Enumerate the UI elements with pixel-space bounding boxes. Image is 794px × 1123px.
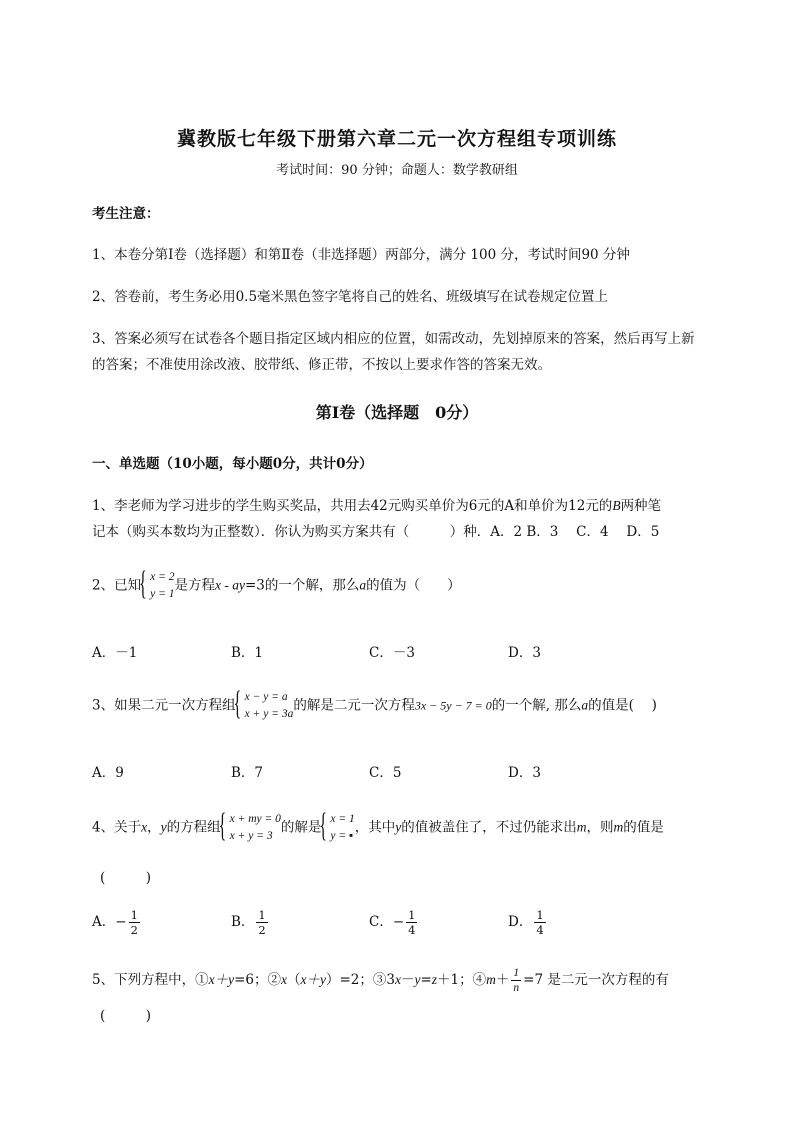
q5-eq-3-equals: = [420, 972, 432, 988]
q3-system-eq-2: x + y = 3a [244, 708, 294, 720]
q2-option-a: A．－1 [92, 645, 138, 661]
q3-system-eq-1: { x − y = a [244, 691, 288, 703]
question-3 [92, 689, 657, 723]
q1-text-e: 元的 [585, 498, 613, 514]
q4-solution-y-covered: y = ▪ [330, 830, 354, 842]
q4-option-d-fraction [534, 908, 545, 937]
q4-prefix: 4、关于 [92, 819, 142, 836]
q2-system-eq-1: { x = 2 [150, 571, 175, 583]
q2-equation: x - ay [214, 577, 245, 593]
q2-var-a: a [359, 577, 367, 593]
q4-answer-blank: ( ) [100, 870, 152, 886]
q5-eq-2-paren: （ [286, 972, 301, 988]
fraction-numerator: 1 [130, 908, 138, 922]
q4-mid-5: ，则 [586, 819, 614, 836]
notice-item-2: 2、答卷前，考生务必用0.5毫米黑色签字笔将自己的姓名、班级填写在试卷规定位置上 [92, 289, 609, 305]
q4-solution [321, 811, 354, 845]
q3-suffix: 的值是( ) [588, 697, 657, 714]
q2-mid: 是方程 [174, 577, 215, 594]
q1-text-f: 两种笔 [620, 498, 662, 514]
q3-option-d: D．3 [508, 765, 541, 781]
q4-var-y-2: y [395, 819, 402, 835]
notice-item-1: 1、本卷分第Ⅰ卷（选择题）和第Ⅱ卷（非选择题）两部分，满分 100 分，考试时间90 分钟 [92, 247, 630, 263]
q5-eq-1-tail: =6；② [234, 972, 281, 988]
q4-system [221, 811, 281, 845]
q4-suffix: 的值是 [623, 819, 664, 836]
fraction-denominator: 2 [258, 923, 266, 937]
q4-option-a-fraction [129, 908, 140, 937]
q2-mid-2: 的一个解，那么 [264, 577, 360, 594]
q4-solution-x: { x = 1 [330, 813, 355, 825]
fraction-numerator: 1 [513, 967, 520, 979]
q4-option-c-fraction [406, 908, 417, 937]
q2-system [141, 569, 174, 603]
notice-heading: 考生注意： [92, 206, 160, 222]
q4-mid-3: ，其中 [354, 819, 396, 836]
q5-eq-3-tail: ＋1；④ [437, 972, 487, 988]
q5-eq-4-m: m [486, 972, 496, 987]
q1-var-a: A [504, 498, 515, 514]
q3-mid-2: 的一个解, 那么 [491, 697, 582, 714]
q4-comma: ， [147, 819, 161, 836]
fraction-denominator: 4 [408, 923, 416, 937]
notice-item-3-cont: 的答案；不准使用涂改液、胶带纸、修正带，不按以上要求作答的答案无效。 [92, 357, 551, 373]
q1-num-42: 42 [370, 498, 388, 514]
question-1-line-2: 记本（购买本数均为正整数）．你认为购买方案共有（ ）种．A．2 B．3 C．4 D．5 [92, 524, 660, 540]
q2-option-c: C．－3 [369, 645, 415, 661]
q3-option-c: C．5 [369, 765, 402, 781]
q5-answer-blank: ( ) [100, 1008, 152, 1024]
question-1-line-1 [92, 494, 661, 514]
q2-system-eq-2: y = 1 [150, 588, 175, 600]
q4-option-a [92, 908, 142, 937]
q4-var-x: x [141, 819, 148, 835]
q4-var-y: y [160, 819, 167, 835]
part-heading: 一、单选题（10小题，每小题0分，共计0分） [92, 456, 373, 472]
q4-system-eq-2: x + y = 3 [229, 830, 273, 842]
q4-var-m: m [576, 819, 587, 835]
notice-item-3: 3、答案必须写在试卷各个题目指定区域内相应的位置，如需改动，先划掉原来的答案，然后再写上新 [92, 331, 695, 347]
q1-text-c: 元的 [477, 498, 505, 514]
q3-equation: 3x − 5y − 7 = 0 [414, 698, 492, 713]
fraction-denominator: 4 [536, 923, 544, 937]
q1-text-a: 1、李老师为学习进步的学生购买奖品，共用去 [92, 498, 371, 514]
q5-eq-2-x: x [280, 972, 287, 987]
q2-prefix: 2、已知 [92, 577, 142, 594]
q1-var-b: B [612, 498, 621, 513]
q3-system [236, 689, 294, 723]
exam-info: 考试时间：90 分钟；命题人：数学教研组 [276, 163, 518, 178]
q5-eq-1: x＋y [208, 972, 235, 987]
q3-option-b: B．7 [231, 765, 264, 781]
q5-prefix: 5、下列方程中，① [92, 972, 209, 988]
q4-option-a-label: A．− [92, 914, 127, 930]
q4-option-d-label: D． [508, 914, 533, 930]
question-5 [92, 966, 669, 995]
q3-var-a: a [581, 697, 589, 713]
q1-num-6: 6 [468, 498, 478, 514]
q4-mid: 的方程组 [166, 819, 221, 836]
fraction-numerator: 1 [408, 908, 416, 922]
q2-equation-tail: =3 [244, 577, 265, 594]
q2-option-b: B．1 [231, 645, 264, 661]
page-title: 冀教版七年级下册第六章二元一次方程组专项训练 [176, 128, 617, 150]
q5-eq-3-y: y [414, 972, 421, 987]
section-title: 第Ⅰ卷（选择题 0分） [315, 403, 479, 422]
q5-eq-3-x: x [394, 972, 401, 987]
q4-option-b-label: B． [231, 914, 255, 930]
q3-mid: 的解是二元一次方程 [293, 697, 415, 714]
q5-eq-2-tail: ）=2；③3 [325, 972, 395, 988]
question-4 [92, 811, 664, 845]
q4-option-b-fraction [256, 908, 267, 937]
q4-mid-4: 的值被盖住了，不过仍能求出 [401, 819, 577, 836]
q4-system-eq-1: { x + my = 0 [229, 813, 281, 825]
q1-num-12: 12 [568, 498, 586, 514]
q2-suffix: 的值为（ ） [366, 577, 461, 594]
q5-eq-4-fraction [511, 966, 521, 995]
q5-eq-3-minus: － [400, 972, 415, 988]
q1-text-d: 和单价为 [514, 498, 569, 514]
q5-eq-2-sum: x＋y [300, 972, 326, 987]
q4-mid-2: 的解是 [280, 819, 322, 836]
q4-option-d [508, 908, 548, 937]
q5-eq-4-plus: ＋ [495, 972, 510, 988]
q3-prefix: 3、如果二元一次方程组 [92, 697, 236, 714]
q4-option-c [369, 908, 419, 937]
fraction-denominator: 2 [130, 923, 138, 937]
fraction-numerator: 1 [258, 908, 266, 922]
q4-var-m-2: m [613, 819, 624, 835]
q5-suffix: =7 是二元一次方程的有 [523, 972, 669, 988]
q5-eq-3-z: z [431, 972, 438, 987]
fraction-denominator: n [513, 982, 520, 994]
fraction-numerator: 1 [536, 908, 544, 922]
q1-text-b: 元购买单价为 [387, 498, 469, 514]
q3-option-a: A．9 [92, 765, 124, 781]
q4-option-c-label: C．− [369, 914, 405, 930]
q2-option-d: D．3 [508, 645, 541, 661]
question-2 [92, 569, 461, 603]
q4-option-b [231, 908, 270, 937]
